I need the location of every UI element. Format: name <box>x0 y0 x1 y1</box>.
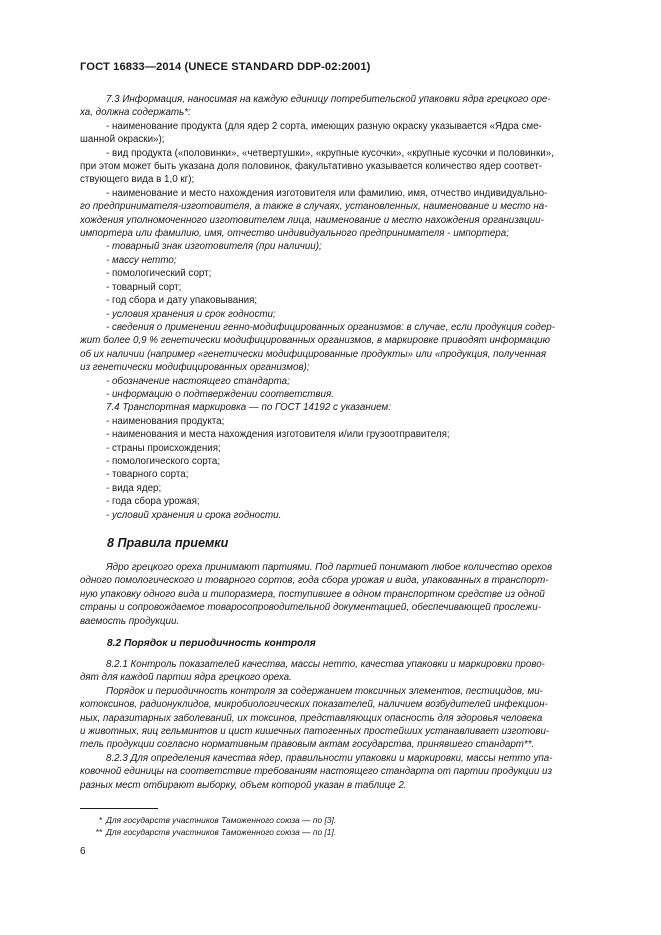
section-8-paragraph <box>80 561 615 628</box>
paragraph-line: Порядок и периодичность контроля за содержанием токсичных элементов, пестицидов, ми- <box>106 685 543 697</box>
paragraph-line: 8.2.1 Контроль показателей качества, массы нетто, качества упаковки и маркировки прово- <box>106 659 545 670</box>
list-item: - года сбора урожая; <box>106 496 200 508</box>
section-8-2-body <box>80 658 615 792</box>
paragraph-line: ваемость продукции. <box>80 615 180 627</box>
paragraph-line: дят для каждой партии ядра грецкого ореха. <box>80 672 292 684</box>
list-item-product-type: - вид продукта («половинки», «четвертушки», «крупные кусочки», «крупные кусочки и половинки», <box>106 147 554 159</box>
list-item-trademark: - товарный знак изготовителя (при наличии); <box>106 241 322 253</box>
paragraph-line: ковочной единицы на соответствие требованиям настоящего стандарта от партии продукции из <box>80 766 552 778</box>
list-item-gmo-info: - сведения о применении генно-модифицированных организмов: в случае, если продукция содер- <box>106 321 555 333</box>
list-item-gmo-info-cont: об их наличии (например «генетически модифицированные продукты» или «продукция, полученная <box>80 348 547 360</box>
list-item-standard-designation: - обозначение настоящего стандарта; <box>106 375 290 387</box>
list-item-product-name: - наименование продукта (для ядер 2 сорта, имеющих разную окраску указывается «Ядра сме- <box>106 120 542 132</box>
list-item-pomological-grade: - помологический сорт; <box>106 268 212 280</box>
section-8-heading: 8 Правила приемки <box>107 536 229 550</box>
list-item: - наименования и места нахождения изготовителя и/или грузоотправителя; <box>106 429 450 441</box>
list-item: - помологического сорта; <box>106 455 221 467</box>
list-item-product-name-cont: шанной окраски»); <box>80 134 165 146</box>
list-item: - товарного сорта; <box>106 469 189 481</box>
paragraph-line: Ядро грецкого ореха принимают партиями. Под партией понимают любое количество орехов <box>106 562 553 573</box>
footnote-marker: ** <box>95 827 102 837</box>
section-7-3-7-4 <box>80 93 615 522</box>
list-item: - вида ядер; <box>106 482 162 494</box>
document-header: ГОСТ 16833—2014 (UNECE STANDARD DDP-02:2001) <box>80 61 371 73</box>
paragraph-7-3-intro-line: ха, должна содержать*: <box>80 107 191 119</box>
list-item-manufacturer-cont: хождения уполномоченного изготовителем лица, наименование и место нахождения организации- <box>80 214 544 226</box>
list-item: - страны происхождения; <box>106 442 221 454</box>
footnote-divider <box>80 808 158 809</box>
paragraph-line: и животных, яиц гельминтов и цист кишечных патогенных простейших устанавливает изготови- <box>80 726 550 738</box>
list-item: - наименования продукта; <box>106 415 225 427</box>
list-item: - условий хранения и срока годности. <box>106 509 282 521</box>
list-item-gmo-info-cont: жит более 0,9 % генетически модифицированных организмов, в маркировке приводят информацию <box>80 335 550 347</box>
paragraph-7-3-intro-line: 7.3 Информация, наносимая на каждую единицу потребительской упаковки ядра грецкого оре- <box>106 94 551 105</box>
footnote-text: Для государств участников Таможенного союза — по [3]. <box>106 815 337 825</box>
list-item-manufacturer: - наименование и место нахождения изготовителя или фамилию, имя, отчество индивидуально- <box>106 187 548 199</box>
list-item-commercial-grade: - товарный сорт; <box>106 281 182 293</box>
paragraph-line: тель продукции согласно нормативным правовым актам государства, принявшего стандарт**. <box>80 739 535 751</box>
footnote-2 <box>80 827 615 838</box>
section-8-2-heading: 8.2 Порядок и периодичность контроля <box>107 638 316 649</box>
footnote-1 <box>80 815 615 826</box>
paragraph-7-4-intro: 7.4 Транспортная маркировка — по ГОСТ 14192 с указанием: <box>106 402 391 414</box>
list-item-conformity-info: - информацию о подтверждении соответствия. <box>106 388 334 400</box>
paragraph-line: котоксинов, радионуклидов, микробиологических показателей, наличием возбудителей инфекцион- <box>80 699 548 711</box>
paragraph-line: 8.2.3 Для определения качества ядер, правильности упаковки и маркировки, массы нетто упа- <box>106 752 553 764</box>
paragraph-line: ную упаковку одного вида и типоразмера, поступившее в одном транспортном средстве из одной <box>80 588 545 600</box>
paragraph-line: одного помологического и товарного сортов, года сбора урожая и вида, упакованных в транспорт- <box>80 575 549 587</box>
paragraph-line: разных мест отбирают выборку, объем которой указан в таблице 2. <box>80 779 407 791</box>
list-item-product-type-cont: ствующего вида в 1,0 кг); <box>80 174 195 186</box>
list-item-gmo-info-cont: из генетически модифицированных организмов); <box>80 362 310 374</box>
footnote-marker: * <box>98 815 102 825</box>
list-item-manufacturer-cont: го предпринимателя-изготовителя, а также в случаях, установленных, наименование и место на- <box>80 201 548 213</box>
list-item-net-mass: - массу нетто; <box>106 254 177 266</box>
list-item-manufacturer-cont: импортера или фамилию, имя, отчество индивидуального предпринимателя - импортера; <box>80 228 509 240</box>
paragraph-line: страны и сопровождаемое товаросопроводительной документацией, обеспечивающей прослежи- <box>80 602 541 614</box>
list-item-product-type-cont: при этом может быть указана доля половинок, факультативно указывается количество ядер соответ- <box>80 161 543 173</box>
page-number: 6 <box>80 846 86 857</box>
list-item-storage-conditions: - условия хранения и срок годности; <box>106 308 276 320</box>
paragraph-line: ных, паразитарных заболеваний, их токсинов, представляющих опасность для здоровья человека <box>80 712 543 724</box>
footnote-text: Для государств участников Таможенного союза — по [1]. <box>106 827 337 837</box>
list-item-harvest-year: - год сбора и дату упаковывания; <box>106 295 258 307</box>
